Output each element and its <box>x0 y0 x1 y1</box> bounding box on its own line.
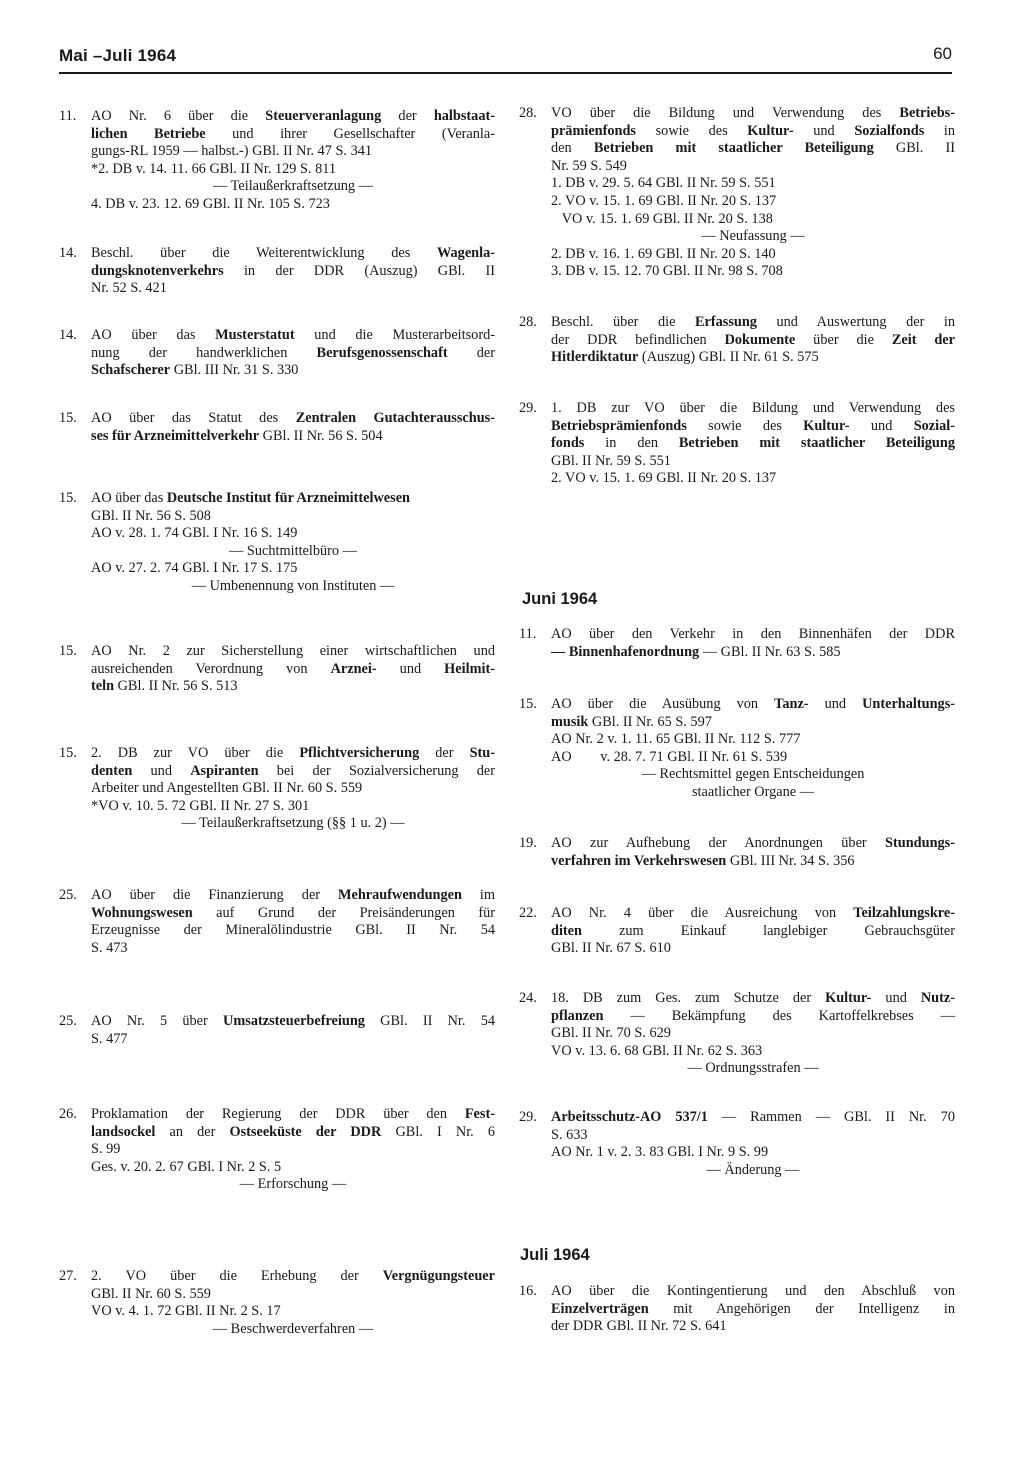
entry-text <box>91 245 495 298</box>
entry-line: Proklamation der Regierung der DDR über den Fest- <box>91 1106 495 1122</box>
entry-line: AO über den Verkehr in den Binnenhäfen der DDR <box>551 626 955 642</box>
entry-line: ses für Arzneimittelverkehr GBl. II Nr. 56 S. 504 <box>91 427 383 444</box>
entry-line: — Erforschung — <box>239 1176 347 1193</box>
left-entry <box>59 327 495 380</box>
entry-line: 18. DB zum Ges. zum Schutze der Kultur- und Nutz- <box>551 990 956 1006</box>
entry-text <box>91 327 495 380</box>
entry-line: musik GBl. II Nr. 65 S. 597 <box>551 713 712 730</box>
entry-line: AO über das Musterstatut und die Musterarbeitsord- <box>91 327 495 343</box>
entry-line: prämienfonds sowie des Kultur- und Sozialfonds in <box>551 122 956 139</box>
entry-text <box>91 410 495 445</box>
entry-date: 28. <box>519 105 537 121</box>
entry-line: Nr. 52 S. 421 <box>91 280 167 297</box>
entry-date: 14. <box>59 327 77 343</box>
entry-line: Einzelverträgen mit Angehörigen der Intelligenz in <box>551 1300 955 1317</box>
entry-line: GBl. II Nr. 59 S. 551 <box>551 452 671 469</box>
entry-line: Betriebsprämienfonds sowie des Kultur- und Sozial- <box>551 417 955 434</box>
left-entry <box>59 1013 495 1048</box>
entry-line: Arbeitsschutz-AO 537/1 — Rammen — GBl. II Nr. 70 <box>551 1109 955 1125</box>
entry-text <box>551 1109 955 1179</box>
entry-line: 2. DB zur VO über die Pflichtversicherung der Stu- <box>91 745 495 761</box>
entry-date: 26. <box>59 1106 77 1122</box>
left-entry <box>59 643 495 696</box>
entry-line: denten und Aspiranten bei der Sozialversicherung der <box>91 762 495 779</box>
entry-text <box>91 490 495 596</box>
left-entry <box>59 1268 495 1338</box>
entry-line: AO Nr. 5 über Umsatzsteuerbefreiung GBl. II Nr. 54 <box>91 1013 495 1029</box>
entry-line: Beschl. über die Weiterentwicklung des Wagenla- <box>91 245 495 261</box>
entry-line: VO v. 15. 1. 69 GBl. II Nr. 20 S. 138 <box>551 210 773 227</box>
entry-line: der DDR befindlichen Dokumente über die Zeit der <box>551 331 955 348</box>
entry-line: GBl. II Nr. 67 S. 610 <box>551 940 671 957</box>
left-entry <box>59 490 495 596</box>
entry-line: — Teilaußerkraftsetzung (§§ 1 u. 2) — <box>181 815 405 832</box>
entry-line: AO Nr. 1 v. 2. 3. 83 GBl. I Nr. 9 S. 99 <box>551 1144 769 1161</box>
entry-line: Erzeugnisse der Mineralölindustrie GBl. II Nr. 54 <box>91 922 495 939</box>
entry-date: 25. <box>59 1013 77 1029</box>
entry-line: lichen Betriebe und ihrer Gesellschafter (Veranla- <box>91 125 495 142</box>
entry-line: 1. DB zur VO über die Bildung und Verwendung des <box>551 400 955 416</box>
entry-text <box>551 400 955 488</box>
entry-line: 2. VO v. 15. 1. 69 GBl. II Nr. 20 S. 137 <box>551 192 777 209</box>
entry-line: Hitlerdiktatur (Auszug) GBl. II Nr. 61 S. 575 <box>551 349 819 366</box>
page-number: 60 <box>933 44 952 63</box>
entry-line: AO Nr. 6 über die Steuerveranlagung der halbstaat- <box>91 108 495 124</box>
entry-line: Nr. 59 S. 549 <box>551 157 627 174</box>
entry-line: *2. DB v. 14. 11. 66 GBl. II Nr. 129 S. 811 <box>91 160 337 177</box>
entry-line: — Rechtsmittel gegen Entscheidungen <box>641 766 865 783</box>
right-july-entry <box>519 1283 955 1336</box>
left-entry <box>59 887 495 957</box>
entry-date: 15. <box>59 643 77 659</box>
entry-line: verfahren im Verkehrswesen GBl. III Nr. 34 S. 356 <box>551 852 855 869</box>
entry-date: 19. <box>519 835 537 851</box>
entry-date: 25. <box>59 887 77 903</box>
month-heading-july: Juli 1964 <box>520 1246 590 1264</box>
entry-line: VO v. 13. 6. 68 GBl. II Nr. 62 S. 363 <box>551 1042 763 1059</box>
right-june-entry <box>519 626 955 661</box>
right-may-entry <box>519 400 955 488</box>
entry-line: GBl. II Nr. 60 S. 559 <box>91 1285 211 1302</box>
entry-line: — Ordnungsstrafen — <box>687 1060 819 1077</box>
entry-line: — Umbenennung von Instituten — <box>191 577 395 594</box>
entry-line: gungs-RL 1959 — halbst.-) GBl. II Nr. 47 S. 341 <box>91 143 373 160</box>
entry-date: 29. <box>519 400 537 416</box>
entry-text <box>551 626 955 661</box>
entry-date: 24. <box>519 990 537 1006</box>
left-entry <box>59 410 495 445</box>
entry-line: der DDR GBl. II Nr. 72 S. 641 <box>551 1318 727 1335</box>
entry-text <box>91 643 495 696</box>
entry-line: S. 99 <box>91 1141 121 1158</box>
entry-line: AO über die Kontingentierung und den Abschluß von <box>551 1283 955 1299</box>
entry-line: Beschl. über die Erfassung und Auswertung der in <box>551 314 956 330</box>
entry-line: GBl. II Nr. 56 S. 508 <box>91 507 211 524</box>
entry-line: 2. VO v. 15. 1. 69 GBl. II Nr. 20 S. 137 <box>551 470 777 487</box>
entry-text <box>551 314 955 367</box>
entry-line: den Betrieben mit staatlicher Beteiligung GBl. II <box>551 140 955 157</box>
entry-line: AO v. 28. 7. 71 GBl. II Nr. 61 S. 539 <box>551 748 788 765</box>
entry-line: fonds in den Betrieben mit staatlicher Beteiligung <box>551 435 955 452</box>
right-may-entry <box>519 105 955 281</box>
entry-text <box>91 887 495 957</box>
entry-line: dungsknotenverkehrs in der DDR (Auszug) GBl. II <box>91 262 495 279</box>
entry-line: — Binnenhafenordnung — GBl. II Nr. 63 S. 585 <box>551 643 841 660</box>
entry-date: 28. <box>519 314 537 330</box>
right-june-entry <box>519 990 955 1078</box>
entry-line: AO über das Deutsche Institut für Arzneimittelwesen <box>91 490 410 506</box>
entry-line: S. 633 <box>551 1126 588 1143</box>
entry-text <box>91 1106 495 1194</box>
entry-line: AO Nr. 2 v. 1. 11. 65 GBl. II Nr. 112 S. 777 <box>551 731 801 748</box>
entry-date: 29. <box>519 1109 537 1125</box>
entry-line: nung der handwerklichen Berufsgenossenschaft der <box>91 344 495 361</box>
entry-line: VO v. 4. 1. 72 GBl. II Nr. 2 S. 17 <box>91 1303 281 1320</box>
entry-text <box>91 1013 495 1048</box>
entry-date: 15. <box>59 745 77 761</box>
right-june-entry <box>519 1109 955 1179</box>
entry-text <box>551 990 955 1078</box>
entry-line: — Beschwerdeverfahren — <box>212 1320 374 1337</box>
entry-line: AO über das Statut des Zentralen Gutachterausschus- <box>91 410 496 426</box>
entry-line: — Neufassung — <box>701 228 805 245</box>
page-header <box>59 44 952 74</box>
entry-line: — Änderung — <box>706 1161 800 1178</box>
entry-line: Wohnungswesen auf Grund der Preisänderungen für <box>91 904 495 921</box>
entry-line: VO über die Bildung und Verwendung des Betriebs- <box>551 105 955 121</box>
entry-line: S. 473 <box>91 939 128 956</box>
entry-text <box>91 1268 495 1338</box>
entry-line: *VO v. 10. 5. 72 GBl. II Nr. 27 S. 301 <box>91 797 310 814</box>
entry-text <box>91 745 495 833</box>
entry-line: AO über die Ausübung von Tanz- und Unterhaltungs- <box>551 696 956 712</box>
entry-line: GBl. II Nr. 70 S. 629 <box>551 1025 671 1042</box>
entry-line: staatlicher Organe — <box>691 783 814 800</box>
entry-line: S. 477 <box>91 1030 128 1047</box>
entry-line: AO Nr. 4 über die Ausreichung von Teilzahlungskre- <box>551 905 955 921</box>
entry-line: landsockel an der Ostseeküste der DDR GBl. I Nr. 6 <box>91 1123 496 1140</box>
entry-date: 14. <box>59 245 77 261</box>
right-june-entry <box>519 905 955 958</box>
entry-text <box>551 696 955 802</box>
entry-date: 15. <box>519 696 537 712</box>
left-entry <box>59 1106 495 1194</box>
entry-line: 1. DB v. 29. 5. 64 GBl. II Nr. 59 S. 551 <box>551 175 776 192</box>
left-entry <box>59 108 495 214</box>
entry-line: pflanzen — Bekämpfung des Kartoffelkrebses — <box>551 1007 955 1024</box>
entry-line: AO v. 27. 2. 74 GBl. I Nr. 17 S. 175 <box>91 560 298 577</box>
entry-date: 22. <box>519 905 537 921</box>
entry-line: Arbeiter und Angestellten GBl. II Nr. 60 S. 559 <box>91 780 363 797</box>
entry-text <box>551 1283 955 1336</box>
entry-text <box>91 108 495 214</box>
right-june-entry <box>519 835 955 870</box>
left-entry <box>59 745 495 833</box>
entry-date: 15. <box>59 490 77 506</box>
entry-line: 4. DB v. 23. 12. 69 GBl. II Nr. 105 S. 723 <box>91 195 330 212</box>
month-heading-june: Juni 1964 <box>522 590 598 608</box>
running-title: Mai –Juli 1964 <box>59 46 177 65</box>
entry-line: 3. DB v. 15. 12. 70 GBl. II Nr. 98 S. 708 <box>551 263 783 280</box>
entry-text <box>551 905 955 958</box>
entry-line: AO über die Finanzierung der Mehraufwendungen im <box>91 887 495 903</box>
entry-line: — Teilaußerkraftsetzung — <box>213 178 373 195</box>
entry-line: Ges. v. 20. 2. 67 GBl. I Nr. 2 S. 5 <box>91 1158 282 1175</box>
entry-text <box>551 835 955 870</box>
entry-line: — Suchtmittelbüro — <box>229 542 357 559</box>
entry-text <box>551 105 955 281</box>
entry-date: 11. <box>59 108 77 124</box>
left-entry <box>59 245 495 298</box>
entry-date: 11. <box>519 626 537 642</box>
entry-line: teln GBl. II Nr. 56 S. 513 <box>91 678 238 695</box>
entry-line: diten zum Einkauf langlebiger Gebrauchsgüter <box>551 922 955 939</box>
entry-line: Schafscherer GBl. III Nr. 31 S. 330 <box>91 362 299 379</box>
entry-line: AO v. 28. 1. 74 GBl. I Nr. 16 S. 149 <box>91 525 298 542</box>
entry-line: AO zur Aufhebung der Anordnungen über Stundungs- <box>551 835 955 851</box>
entry-line: ausreichenden Verordnung von Arznei- und Heilmit- <box>91 660 495 677</box>
entry-date: 15. <box>59 410 77 426</box>
entry-line: 2. VO über die Erhebung der Vergnügungsteuer <box>91 1268 495 1284</box>
entry-date: 16. <box>519 1283 537 1299</box>
entry-line: AO Nr. 2 zur Sicherstellung einer wirtschaftlichen und <box>91 643 495 659</box>
right-may-entry <box>519 314 955 367</box>
entry-date: 27. <box>59 1268 77 1284</box>
right-june-entry <box>519 696 955 802</box>
entry-line: 2. DB v. 16. 1. 69 GBl. II Nr. 20 S. 140 <box>551 245 776 262</box>
